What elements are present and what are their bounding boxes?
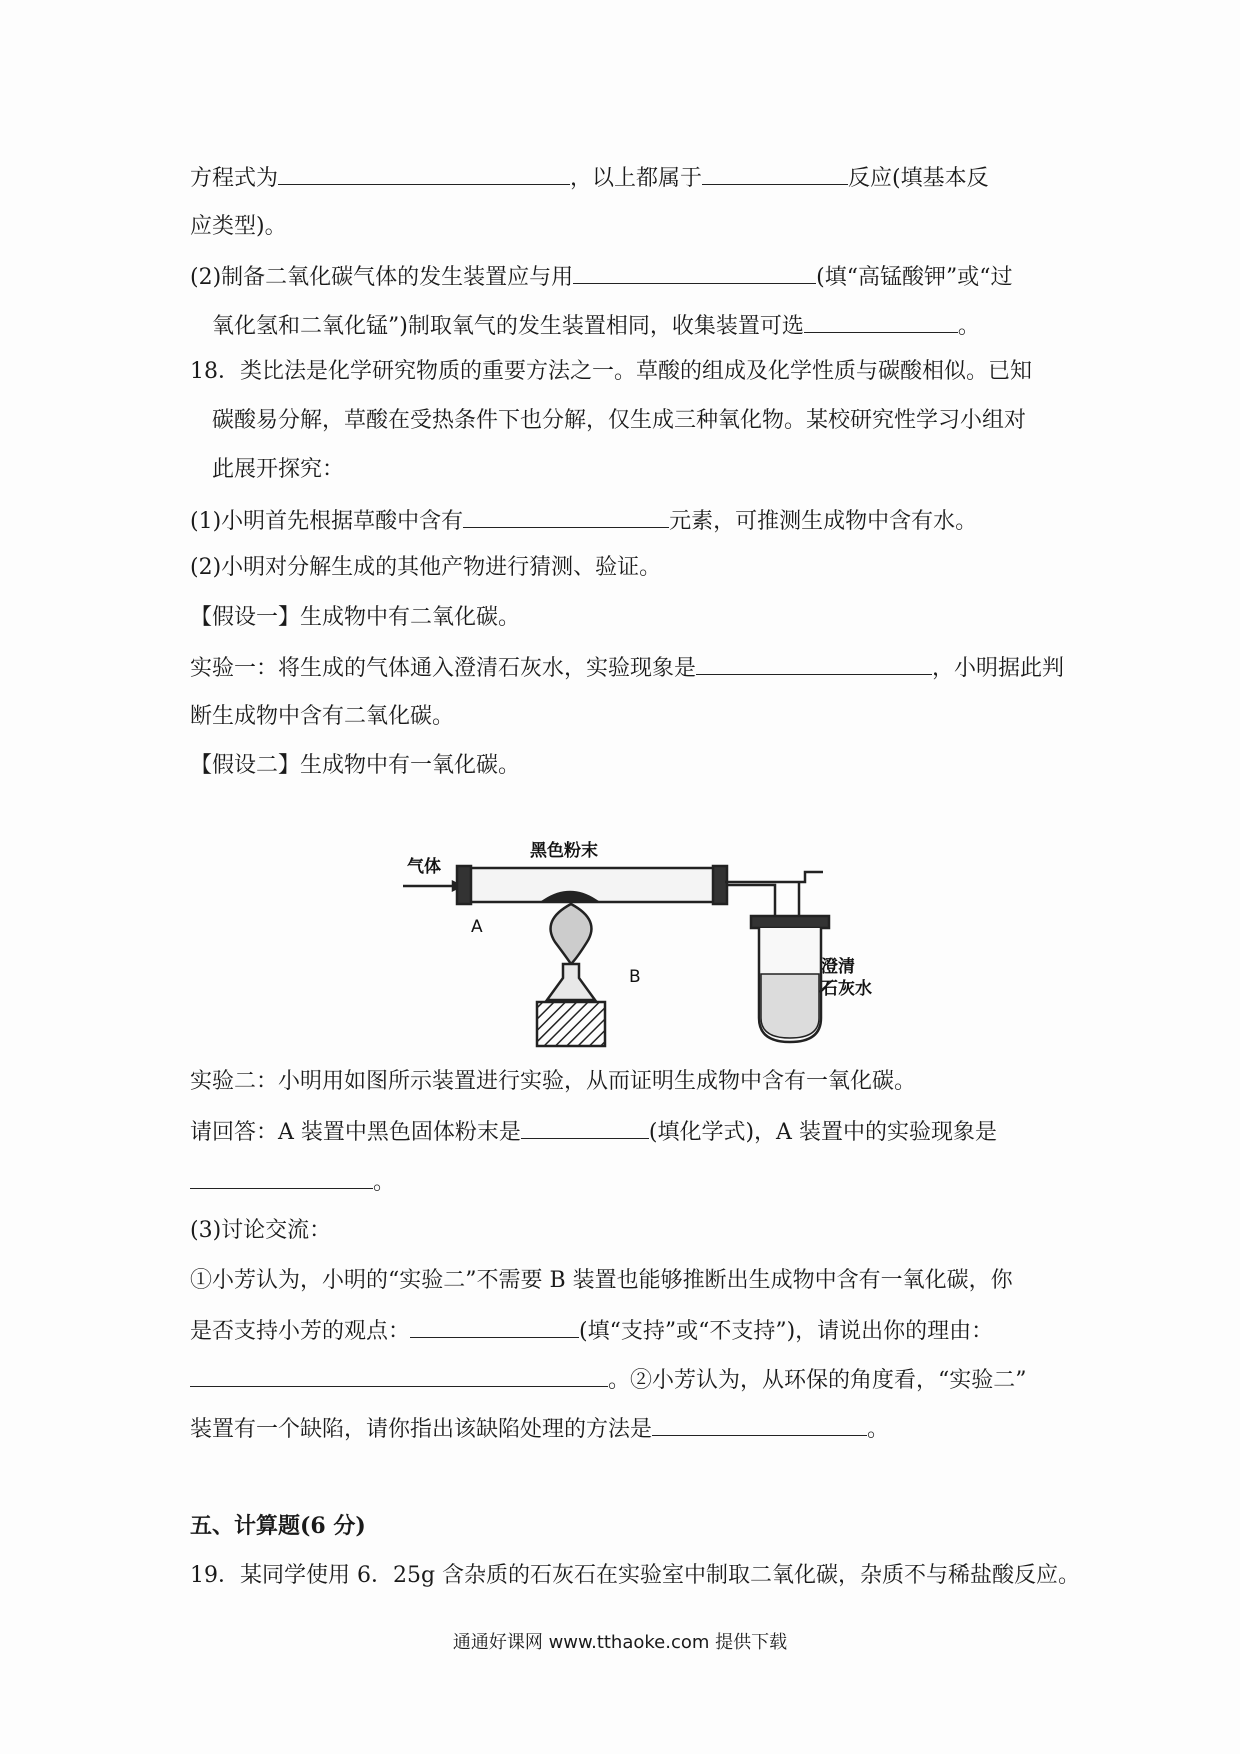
label-a: A: [471, 917, 483, 937]
answer-blank[interactable]: [410, 1315, 579, 1338]
q17-line2: 应类型)。: [190, 214, 287, 239]
text: ，小明据此判: [932, 656, 1065, 681]
answer-blank[interactable]: [521, 1116, 649, 1139]
q18-intro-3: 此展开探究：: [212, 457, 345, 482]
q17-line1: [190, 162, 1060, 194]
q18-intro-1: 18．类比法是化学研究物质的重要方法之一。草酸的组成及化学性质与碳酸相似。已知: [190, 359, 1032, 384]
answer-blank[interactable]: [190, 1364, 608, 1387]
black-powder-label: 黑色粉末: [530, 841, 598, 861]
section-title: 五、计算题(6 分): [190, 1513, 366, 1539]
q18-part3: (3)讨论交流：: [190, 1218, 332, 1243]
q18-part2: (2)小明对分解生成的其他产物进行猜测、验证。: [190, 555, 662, 580]
alcohol-lamp: [547, 964, 595, 1000]
test-tube-stopper: [751, 916, 829, 928]
answer-blank[interactable]: [278, 162, 570, 185]
discussion-1: ①小芳认为，小明的“实验二”不需要 B 装置也能够推断出生成物中含有一氧化碳，你: [190, 1268, 1013, 1293]
answer-blank[interactable]: [573, 261, 816, 284]
label-b: B: [629, 967, 641, 987]
discussion-2: [190, 1315, 1060, 1347]
text: 装置有一个缺陷，请你指出该缺陷处理的方法是: [190, 1417, 653, 1442]
answer-blank[interactable]: [804, 310, 958, 333]
lime-water-label-1: 澄清: [821, 957, 855, 977]
gas-label: 气体: [407, 857, 441, 877]
answer-blank[interactable]: [702, 162, 848, 185]
flame: [551, 904, 592, 964]
stopper-right: [713, 866, 727, 904]
answer-blank[interactable]: [652, 1413, 867, 1436]
text: 。②小芳认为，从环保的角度看，“实验二”: [608, 1368, 1027, 1393]
text: 。: [957, 314, 980, 339]
hypothesis-1: 【假设一】生成物中有二氧化碳。: [190, 605, 521, 630]
lime-water-label-2: 石灰水: [821, 979, 872, 999]
text: 请回答：A 装置中黑色固体粉末是: [190, 1120, 521, 1145]
text: 实验一：将生成的气体通入澄清石灰水，实验现象是: [190, 656, 697, 681]
lamp-stand: [537, 1002, 605, 1046]
answer-line: [190, 1116, 1060, 1148]
text: (1)小明首先根据草酸中含有: [190, 509, 464, 534]
text: 氧化氢和二氧化锰”)制取氧气的发生装置相同，收集装置可选: [212, 314, 804, 339]
lime-water: [761, 974, 819, 1038]
q18-part1: [190, 505, 1060, 537]
hypothesis-2: 【假设二】生成物中有一氧化碳。: [190, 753, 521, 778]
apparatus-diagram: [395, 832, 875, 1048]
text: (填“支持”或“不支持”)，请说出你的理由：: [579, 1319, 994, 1344]
text: 元素，可推测生成物中含有水。: [669, 509, 978, 534]
experiment-1-cont: 断生成物中含有二氧化碳。: [190, 704, 455, 729]
text: 。: [867, 1417, 890, 1442]
answer-blank[interactable]: [696, 652, 932, 675]
question-19: 19．某同学使用 6．25g 含杂质的石灰石在实验室中制取二氧化碳，杂质不与稀盐酸反应。: [190, 1563, 1081, 1588]
text: 反应(填基本反: [848, 166, 989, 191]
experiment-2: 实验二：小明用如图所示装置进行实验，从而证明生成物中含有一氧化碳。: [190, 1069, 917, 1094]
text: 是否支持小芳的观点：: [190, 1319, 411, 1344]
discussion-4: [190, 1413, 1060, 1445]
text: 。: [373, 1170, 396, 1195]
q18-intro-2: 碳酸易分解，草酸在受热条件下也分解，仅生成三种氧化物。某校研究性学习小组对: [212, 408, 1027, 433]
q17-part2: [190, 261, 1060, 293]
experiment-1: [190, 652, 1065, 684]
answer-blank[interactable]: [190, 1166, 373, 1189]
page-footer: 通通好课网 www.tthaoke.com 提供下载: [452, 1632, 788, 1653]
outlet-tube: [725, 872, 823, 882]
text: (2)制备二氧化碳气体的发生装置应与用: [190, 265, 574, 290]
answer-blank[interactable]: [463, 505, 669, 528]
text: 方程式为: [190, 166, 279, 191]
text: (填化学式)，A 装置中的实验现象是: [648, 1120, 997, 1145]
discussion-3: [190, 1364, 1060, 1396]
stopper-left: [457, 866, 471, 904]
answer-line-cont: [190, 1166, 1060, 1198]
q17-part2-cont: [212, 310, 1082, 342]
text: ，以上都属于: [570, 166, 703, 191]
text: (填“高锰酸钾”或“过: [816, 265, 1013, 290]
